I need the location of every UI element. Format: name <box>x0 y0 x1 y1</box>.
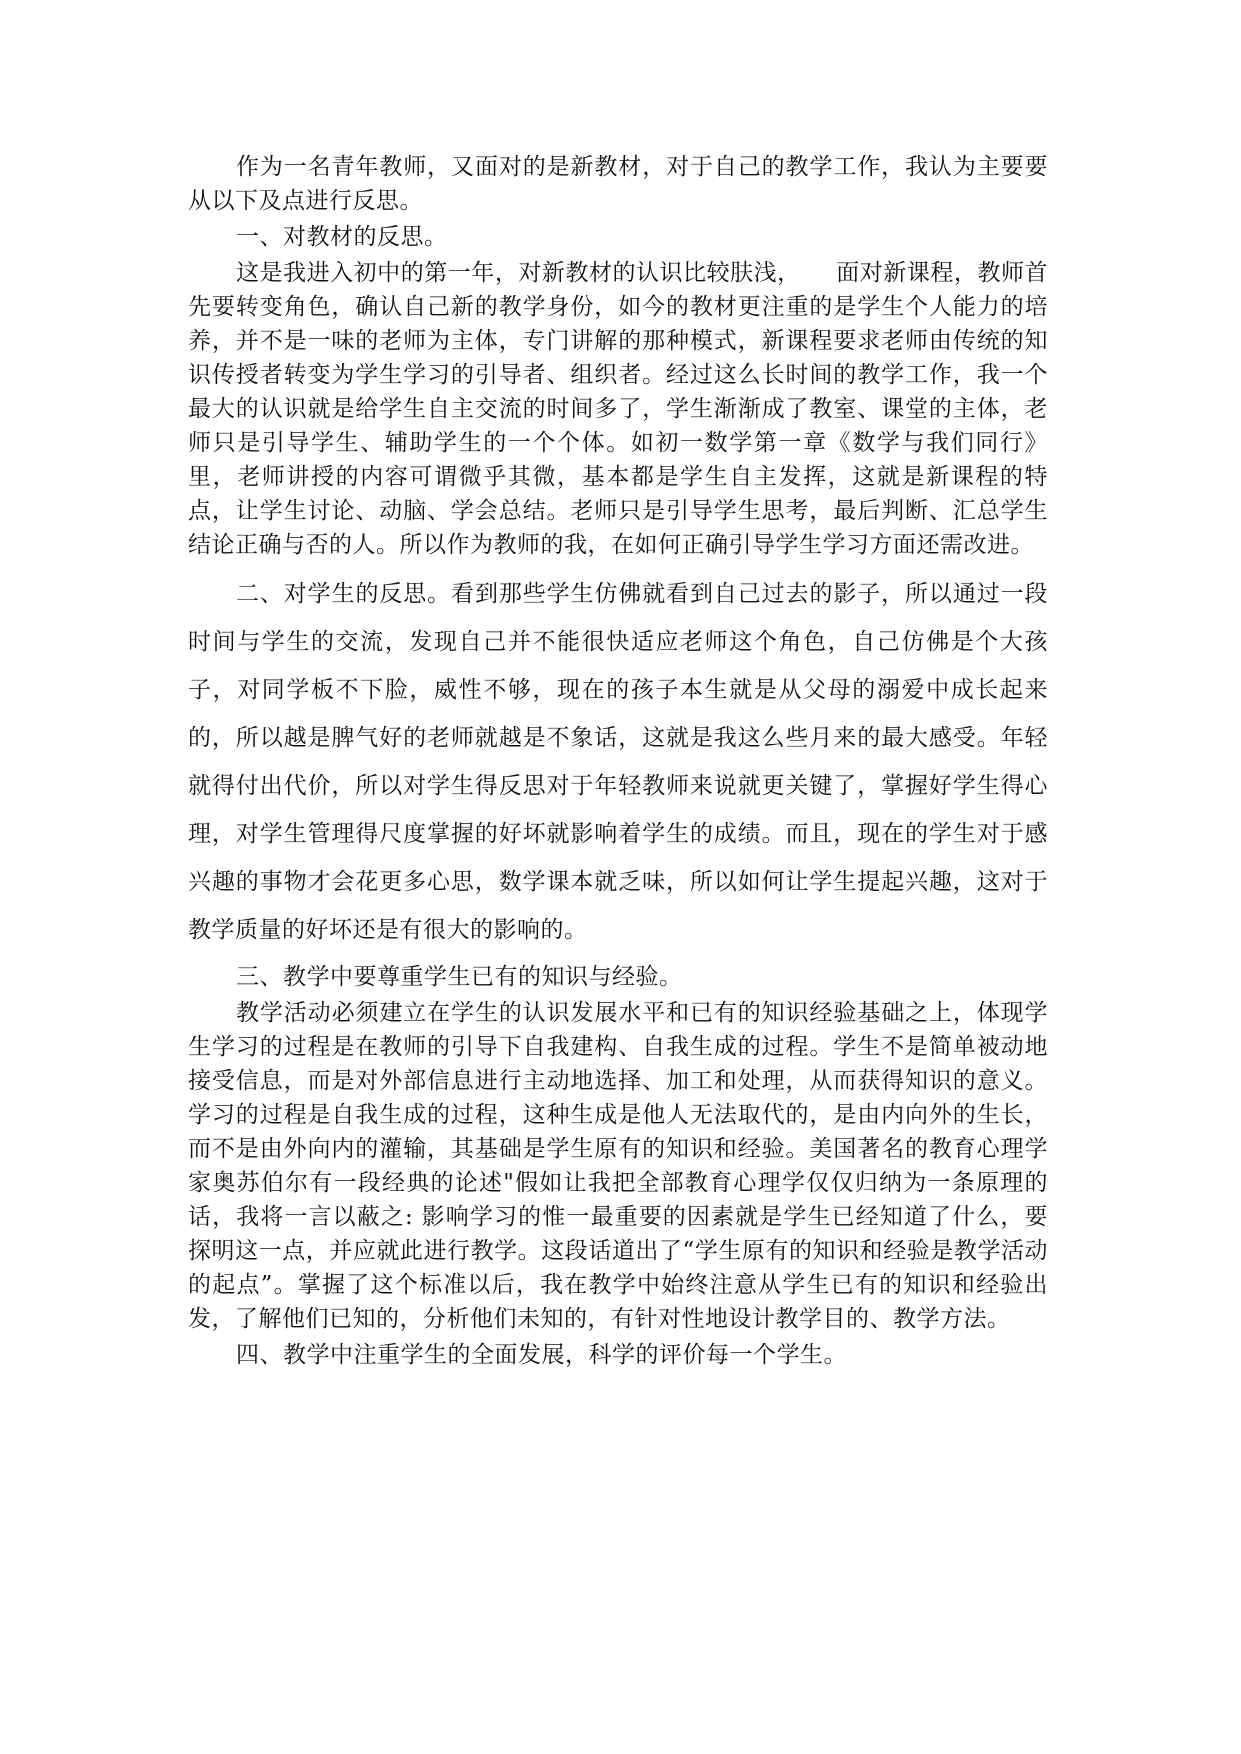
section-heading-1: 一、对教材的反思。 <box>236 224 448 250</box>
section-2-paragraph: 二、对学生的反思。看到那些学生仿佛就看到自己过去的影子，所以通过一段时间与学生的交流，发现自己并不能很快适应老师这个角色，自己仿佛是个大孩子，对同学板不下脸，威性不够，现在的孩子本生就是从父母的溺爱中成长起来的，所以越是脾气好的老师就越是不象话，这就是我这么些月来的最大感受。年轻就得付出代价，所以对学生得反思对于年轻教师来说就更关键了，掌握好学生得心理，对学生管理得尺度掌握的好坏就影响着学生的成绩。而且，现在的学生对于感兴趣的事物才会花更多心思，数学课本就乏味，所以如何让学生提起兴趣，这对于教学质量的好坏还是有很大的影响的。 <box>188 581 1048 943</box>
section-3-paragraph: 教学活动必须建立在学生的认识发展水平和已有的知识经验基础之上，体现学生学习的过程是在教师的引导下自我建构、自我生成的过程。学生不是简单被动地接受信息，而是对外部信息进行主动地选择、加工和处理，从而获得知识的意义。学习的过程是自我生成的过程，这种生成是他人无法取代的，是由内向外的生长，而不是由外向内的灌输，其基础是学生原有的知识和经验。美国著名的教育心理学家奥苏伯尔有一段经典的论述"假如让我把全部教育心理学仅仅归纳为一条原理的话，我将一言以蔽之: 影响学习的惟一最重要的因素就是学生已经知道了什么，要探明这一点，并应就此进行教学。这段话道出了“学生原有的知识和经验是教学活动的起点”。掌握了这个标准以后，我在教学中始终注意从学生已有的知识和经验出发，了解他们已知的，分析他们未知的，有针对性地设计教学目的、教学方法。 <box>188 1000 1048 1332</box>
section-1-paragraph: 这是我进入初中的第一年，对新教材的认识比较肤浅， 面对新课程，教师首先要转变角色，确认自己新的教学身份，如今的教材更注重的是学生个人能力的培养，并不是一味的老师为主体，专门讲解的那种模式，新课程要求老师由传统的知识传授者转变为学生学习的引导者、组织者。经过这么长时间的教学工作，我一个最大的认识就是给学生自主交流的时间多了，学生渐渐成了教室、课堂的主体，老师只是引导学生、辅助学生的一个个体。如初一数学第一章《数学与我们同行》里，老师讲授的内容可谓微乎其微，基本都是学生自主发挥，这就是新课程的特点，让学生讨论、动脑、学会总结。老师只是引导学生思考，最后判断、汇总学生结论正确与否的人。所以作为教师的我，在如何正确引导学生学习方面还需改进。 <box>188 260 1048 558</box>
section-heading-3: 三、教学中要尊重学生已有的知识与经验。 <box>236 964 683 990</box>
document-body <box>188 150 1048 1372</box>
section-heading-4: 四、教学中注重学生的全面发展，科学的评价每一个学生。 <box>236 1342 847 1368</box>
intro-paragraph: 作为一名青年教师，又面对的是新教材，对于自己的教学工作，我认为主要要从以下及点进行反思。 <box>188 154 1048 214</box>
